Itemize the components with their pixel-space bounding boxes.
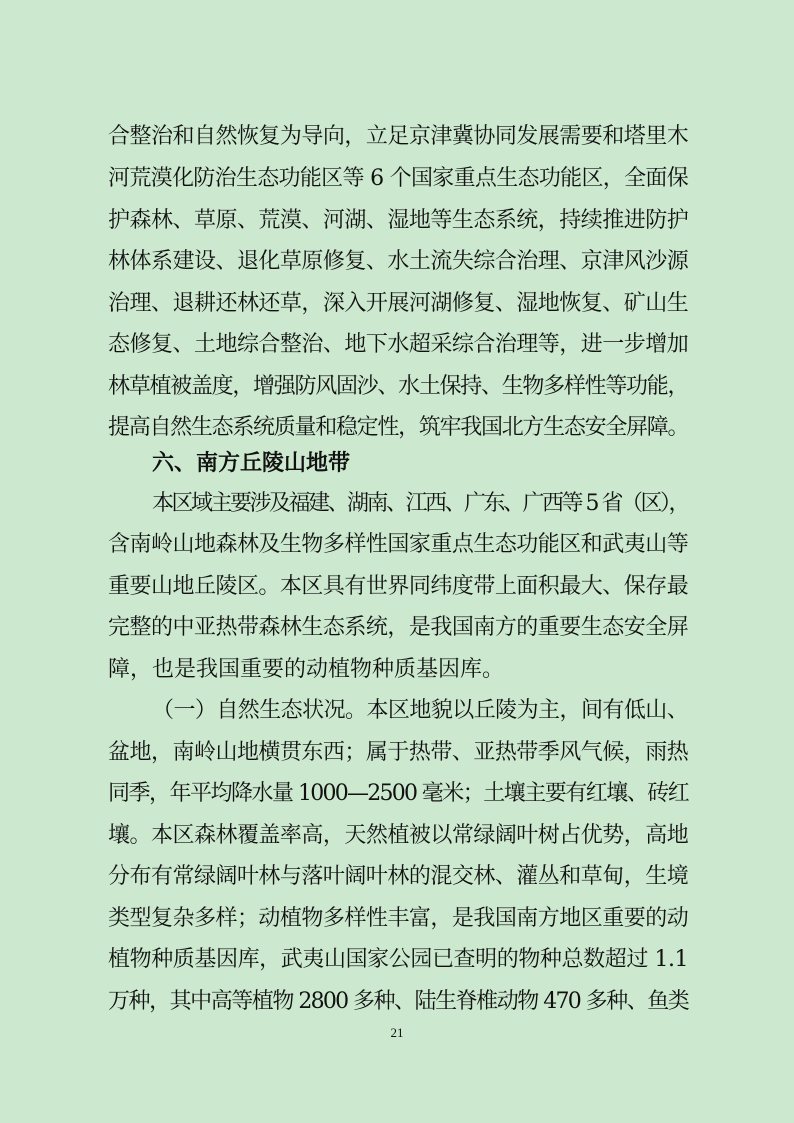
paragraph-line: 态修复、土地综合整治、地下水超采综合治理等，进一步增加: [108, 332, 688, 357]
paragraph-line: 本区域主要涉及福建、湖南、江西、广东、广西等 5 省（区），: [152, 491, 688, 516]
paragraph-line: 同季，年平均降水量 1000—2500 毫米；土壤主要有红壤、砖红: [108, 781, 688, 806]
paragraph-line: 类型复杂多样；动植物多样性丰富，是我国南方地区重要的动: [108, 906, 688, 931]
paragraph-line: 障，也是我国重要的动植物种质基因库。: [108, 657, 505, 682]
paragraph-line: 盆地，南岭山地横贯东西；属于热带、亚热带季风气候，雨热: [108, 740, 688, 765]
paragraph-line: 万种，其中高等植物 2800 多种、陆生脊椎动物 470 多种、鱼类: [108, 989, 688, 1014]
paragraph-line: 重要山地丘陵区。本区具有世界同纬度带上面积最大、保存最: [108, 574, 688, 599]
section-heading: 六、南方丘陵山地带: [152, 451, 351, 476]
paragraph-line: 分布有常绿阔叶林与落叶阔叶林的混交林、灌丛和草甸，生境: [108, 864, 688, 889]
paragraph-line: 林体系建设、退化草原修复、水土流失综合治理、京津风沙源: [108, 249, 688, 274]
paragraph-line: 提高自然生态系统质量和稳定性，筑牢我国北方生态安全屏障。: [108, 415, 688, 440]
paragraph-line: （一）自然生态状况。本区地貌以丘陵为主，间有低山、: [152, 698, 688, 723]
paragraph-line: 完整的中亚热带森林生态系统，是我国南方的重要生态安全屏: [108, 615, 688, 640]
paragraph-line: 壤。本区森林覆盖率高，天然植被以常绿阔叶树占优势，高地: [108, 823, 688, 848]
paragraph-line: 林草植被盖度，增强防风固沙、水土保持、生物多样性等功能，: [108, 374, 688, 399]
page-number: 21: [390, 1025, 404, 1040]
paragraph-line: 治理、退耕还林还草，深入开展河湖修复、湿地恢复、矿山生: [108, 291, 688, 316]
paragraph-line: 河荒漠化防治生态功能区等 6 个国家重点生态功能区，全面保: [108, 166, 688, 191]
paragraph-line: 合整治和自然恢复为导向，立足京津冀协同发展需要和塔里木: [108, 124, 688, 149]
paragraph-line: 植物种质基因库，武夷山国家公园已查明的物种总数超过 1.1: [108, 947, 688, 972]
paragraph-line: 护森林、草原、荒漠、河湖、湿地等生态系统，持续推进防护: [108, 208, 688, 233]
paragraph-line: 含南岭山地森林及生物多样性国家重点生态功能区和武夷山等: [108, 532, 688, 557]
